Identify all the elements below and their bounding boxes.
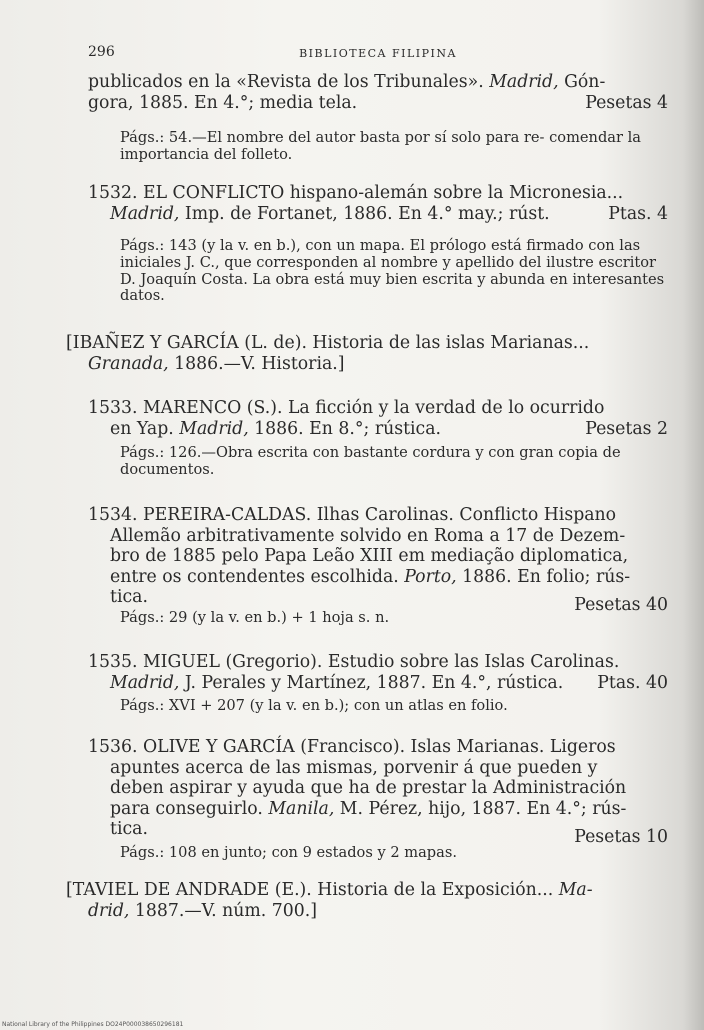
entry-text: tica. — [110, 819, 148, 840]
running-title: BIBLIOTECA FILIPINA — [299, 47, 457, 60]
entry-text: apuntes acerca de las mismas, porvenir á que pueden y — [110, 757, 598, 778]
entry-text: 1886. En 8.°; rústica. — [248, 418, 442, 439]
entry-heading: [TAVIEL DE ANDRADE (E.). Historia de la Exposición... — [66, 880, 559, 900]
price: Pesetas 10 — [574, 827, 668, 848]
entry-text: bro de 1885 pelo Papa Leão XIII em mediação diplomatica, — [110, 546, 629, 567]
entry-text: publicados en la «Revista de los Tribunales». — [88, 72, 490, 92]
entry-text: gora, 1885. En 4.°; media tela. — [88, 92, 358, 113]
entry-note: Págs.: XVI + 207 (y la v. en b.); con un atlas en folio. — [120, 697, 508, 714]
price: Ptas. 40 — [597, 672, 668, 693]
entry-text: J. Perales y Martínez, 1887. En 4.°, rústica. — [179, 672, 564, 693]
place-name: Madrid, — [110, 203, 180, 224]
entry-1535 — [88, 652, 668, 693]
entry-text: tica. — [110, 587, 148, 608]
price: Pesetas 2 — [585, 418, 668, 439]
entry-text: Gón- — [558, 72, 606, 92]
place-name: drid, — [88, 900, 130, 921]
entry-heading: 1535. MIGUEL (Gregorio). Estudio sobre las Islas Carolinas. — [88, 652, 620, 672]
entry-text: entre os contendentes escolhida. — [110, 566, 405, 587]
entry-note: Págs.: 108 en junto; con 9 estados y 2 mapas. — [120, 844, 457, 861]
page-number: 296 — [88, 44, 115, 60]
place-name: Manila, — [268, 798, 335, 819]
entry-ibanez — [66, 333, 668, 374]
entry-note: Págs.: 29 (y la v. en b.) + 1 hoja s. n. — [120, 609, 390, 626]
entry-text: para conseguirlo. — [110, 798, 269, 819]
entry-continuation — [88, 72, 668, 113]
place-name: Madrid, — [179, 418, 249, 439]
place-name: Granada, — [88, 353, 169, 374]
price: Pesetas 40 — [574, 595, 668, 616]
entry-text: M. Pérez, hijo, 1887. En 4.°; rús- — [334, 798, 627, 819]
entry-note: Págs.: 143 (y la v. en b.), con un mapa. El prólogo está firmado con las iniciales J. C., que corresponden al nombre y apellido del ilustre escritor D. Joaquín Costa. La obra está muy bien escrita y abunda en interesantes datos. — [120, 237, 665, 305]
place-name: Madrid, — [110, 672, 180, 693]
entry-heading: 1536. OLIVE Y GARCÍA (Francisco). Islas Marianas. Ligeros — [88, 737, 616, 757]
entry-heading: 1532. EL CONFLICTO hispano-alemán sobre la Micronesia... — [88, 183, 624, 203]
entry-1534 — [88, 505, 668, 616]
entry-heading: 1533. MARENCO (S.). La ficción y la verdad de lo ocurrido — [88, 398, 605, 418]
entry-text: 1886.—V. Historia.] — [168, 353, 345, 374]
entry-heading: 1534. PEREIRA-CALDAS. Ilhas Carolinas. Conflicto Hispano — [88, 505, 617, 525]
entry-text: Imp. de Fortanet, 1886. En 4.° may.; rúst. — [179, 203, 550, 224]
entry-1533 — [88, 398, 668, 439]
place-name: Madrid, — [489, 72, 559, 92]
page-header — [88, 44, 668, 64]
scan-footer: National Library of the Philippines DO24P000038650296181 — [2, 1021, 184, 1028]
entry-text: 1886. En folio; rús- — [456, 566, 631, 587]
entry-text: Allemão arbitrativamente solvido en Roma a 17 de Dezem- — [110, 525, 626, 546]
entry-taviel — [66, 880, 668, 921]
place-name: Porto, — [404, 566, 457, 587]
price: Ptas. 4 — [608, 203, 668, 224]
entry-1532 — [88, 183, 668, 224]
entry-note: Págs.: 54.—El nombre del autor basta por sí solo para re- comendar la importancia del folleto. — [120, 129, 641, 163]
entry-1536 — [88, 737, 668, 848]
entry-text: 1887.—V. núm. 700.] — [129, 900, 317, 921]
entry-text: en Yap. — [110, 418, 180, 439]
price: Pesetas 4 — [585, 92, 668, 113]
entry-heading: [IBAÑEZ Y GARCÍA (L. de). Historia de las islas Marianas... — [66, 333, 590, 353]
place-name: Ma- — [558, 880, 593, 900]
entry-text: deben aspirar y ayuda que ha de prestar la Administración — [110, 778, 627, 799]
entry-note: Págs.: 126.—Obra escrita con bastante cordura y con gran copia de documentos. — [120, 444, 621, 478]
